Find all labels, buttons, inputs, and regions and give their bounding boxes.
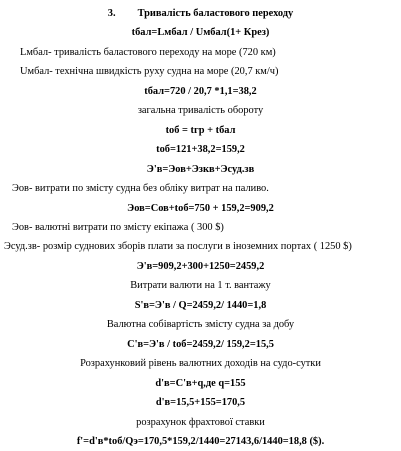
- formula-line: tбал=Lмбал / Uмбал(1+ Крез): [131, 27, 270, 39]
- formula-line: C'в=Э'в / tоб=2459,2/ 159,2=15,5: [127, 338, 274, 350]
- text-line: Валютна собівартість змісту судна за добу: [106, 319, 295, 331]
- definition-line: Uмбал- технічна швидкість руху судна на море (20,7 км/ч): [20, 66, 279, 78]
- definition-line: Lмбал- тривалість баластового переходу на море (720 км): [20, 46, 276, 58]
- formula-line: Эов=Сов+tоб=750 + 159,2=909,2: [127, 202, 274, 214]
- formula-line: tоб=121+38,2=159,2: [156, 144, 245, 156]
- formula-line: Э'в=909,2+300+1250=2459,2: [136, 260, 265, 272]
- text-line: розрахунок фрахтової ставки: [136, 416, 265, 428]
- text-line: Витрати валюти на 1 т. вантажу: [130, 280, 271, 292]
- text-line: Розрахунковий рівень валютних доходів на судо-сутки: [80, 358, 321, 370]
- formula-line: d'в=C'в+q,де q=155: [155, 377, 246, 389]
- formula-line: Э'в=Эов+Эзкв+Эсуд.зв: [146, 163, 255, 175]
- formula-line: S'в=Э'в / Q=2459,2/ 1440=1,8: [134, 299, 267, 311]
- formula-line: d'в=15,5+155=170,5: [155, 397, 246, 409]
- formula-line: tбал=720 / 20,7 *1,1=38,2: [144, 85, 257, 97]
- definition-line: Эсуд.зв- розмір суднових зборів плати за послуги в іноземних портах ( 1250 $): [4, 241, 352, 253]
- section-heading: [4, 4, 397, 23]
- section-number: 3.: [107, 8, 116, 19]
- formula-line: tоб = tгр + tбал: [165, 124, 236, 136]
- section-title: Тривалість баластового переходу: [137, 8, 294, 19]
- text-line: загальна тривалість обороту: [137, 105, 264, 117]
- definition-line: Эов- витрати по змісту судна без обліку витрат на паливо.: [12, 183, 269, 195]
- formula-line: f'=d'в*tоб/Qэ=170,5*159,2/1440=27143,6/1440=18,8 ($).: [76, 435, 325, 447]
- definition-line: Эов- валютні витрати по змісту екіпажа ( 300 $): [12, 221, 224, 233]
